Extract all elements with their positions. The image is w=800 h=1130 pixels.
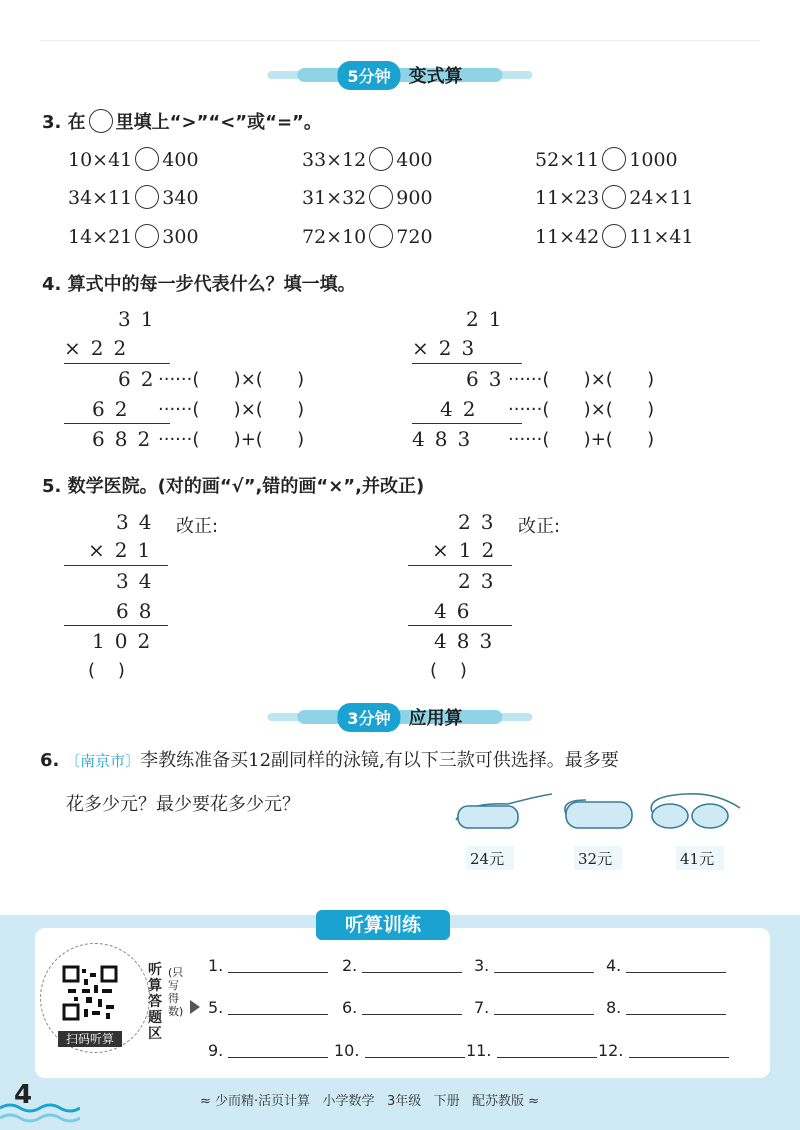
q5-left-judge[interactable]: ( ) bbox=[88, 660, 125, 681]
answer-12: 12. bbox=[598, 1039, 729, 1060]
q4-left-sum: 682 bbox=[92, 427, 161, 451]
q4-right-fill1: ······( )×( ) bbox=[508, 369, 655, 390]
q3-r2c1: 34×11 340 bbox=[68, 187, 199, 209]
q5-right-top: 23 bbox=[458, 510, 504, 534]
section-time: 3分钟 bbox=[337, 703, 400, 732]
goggles-illustration bbox=[448, 790, 748, 835]
q5-left-top: 34 bbox=[116, 510, 162, 534]
q4-right-fill3: ······( )+( ) bbox=[508, 429, 655, 450]
q4-left-mult: ×22 bbox=[64, 336, 137, 360]
q4-left-fill1: ······( )×( ) bbox=[158, 369, 305, 390]
q5-left-sum: 102 bbox=[92, 629, 161, 653]
listening-title: 听算训练 bbox=[316, 910, 450, 940]
section-time: 5分钟 bbox=[337, 61, 400, 90]
q5-right-judge[interactable]: ( ) bbox=[430, 660, 467, 681]
q3-r2c2: 31×32 900 bbox=[302, 187, 433, 209]
qr-label: 扫码听算 bbox=[58, 1031, 122, 1047]
q4-right-mult: ×23 bbox=[412, 336, 485, 360]
answer-4: 4. bbox=[606, 954, 726, 975]
q4-left-fill2: ······( )×( ) bbox=[158, 399, 305, 420]
q4-right-fill2: ······( )×( ) bbox=[508, 399, 655, 420]
q5-title: 5. 数学医院。(对的画“√”,错的画“×”,并改正) bbox=[42, 476, 425, 497]
answer-7: 7. bbox=[474, 996, 594, 1017]
q6-line1: 6. 〔南京市〕李教练准备买12副同样的泳镜,有以下三款可供选择。最多要 bbox=[40, 750, 619, 771]
q5-right-p1: 23 bbox=[458, 569, 504, 593]
q3-r1c3: 52×11 1000 bbox=[535, 149, 678, 171]
q5-left-p2: 68 bbox=[116, 599, 162, 623]
q5-left-correct-label: 改正: bbox=[176, 516, 219, 537]
section-name: 变式算 bbox=[408, 66, 463, 87]
answer-1: 1. bbox=[208, 954, 328, 975]
q4-right-p2: 42 bbox=[440, 397, 486, 421]
q3-r3c2: 72×10 720 bbox=[302, 226, 433, 248]
answer-10: 10. bbox=[334, 1039, 465, 1060]
q3-r3c3: 11×42 11×41 bbox=[535, 226, 694, 248]
q3-r2c3: 11×23 24×11 bbox=[535, 187, 694, 209]
section-header-2 bbox=[337, 704, 462, 730]
q4-right-p1: 63 bbox=[466, 367, 512, 391]
region-tag: 〔南京市〕 bbox=[65, 752, 141, 770]
q4-left-p1: 62 bbox=[118, 367, 164, 391]
answer-11: 11. bbox=[466, 1039, 597, 1060]
answer-area-note: (只写得数) bbox=[168, 966, 184, 1018]
arrow-right-icon bbox=[190, 1000, 200, 1014]
answer-9: 9. bbox=[208, 1039, 328, 1060]
q5-left-mult: ×21 bbox=[88, 538, 161, 562]
q5-right-sum: 483 bbox=[434, 629, 503, 653]
section-name: 应用算 bbox=[408, 708, 463, 729]
footer-text: ≈ 少而精·活页计算 小学数学 3年级 下册 配苏教版 ≈ bbox=[200, 1094, 540, 1109]
price-2: 32元 bbox=[578, 850, 613, 868]
answer-5: 5. bbox=[208, 996, 328, 1017]
answer-area-label: 听算答题区 bbox=[148, 962, 162, 1042]
q6-line2: 花多少元？最少要花多少元？ bbox=[66, 794, 300, 815]
q5-right-p2: 46 bbox=[434, 599, 480, 623]
q3-r1c2: 33×12 400 bbox=[302, 149, 433, 171]
q4-left-p2: 62 bbox=[92, 397, 138, 421]
page-number: 4 bbox=[14, 1080, 33, 1110]
q4-right-sum: 483 bbox=[412, 427, 481, 451]
q3-r3c1: 14×21 300 bbox=[68, 226, 199, 248]
circle-icon bbox=[89, 109, 113, 133]
q5-left-p1: 34 bbox=[116, 569, 162, 593]
price-1: 24元 bbox=[470, 850, 505, 868]
answer-2: 2. bbox=[342, 954, 462, 975]
q4-left-top: 31 bbox=[118, 307, 164, 331]
q5-right-correct-label: 改正: bbox=[518, 516, 561, 537]
section-header-1 bbox=[337, 62, 462, 88]
q3-title: 3. 在 里填上“>”“<”或“=”。 bbox=[42, 108, 322, 134]
price-3: 41元 bbox=[680, 850, 715, 868]
q4-title: 4. 算式中的每一步代表什么？填一填。 bbox=[42, 274, 356, 295]
q4-left-fill3: ······( )+( ) bbox=[158, 429, 305, 450]
q4-right-top: 21 bbox=[466, 307, 512, 331]
q5-right-mult: ×12 bbox=[432, 538, 505, 562]
qr-code-icon bbox=[62, 965, 118, 1021]
answer-8: 8. bbox=[606, 996, 726, 1017]
q3-r1c1: 10×41 400 bbox=[68, 149, 199, 171]
answer-3: 3. bbox=[474, 954, 594, 975]
answer-6: 6. bbox=[342, 996, 462, 1017]
top-rule bbox=[40, 40, 760, 41]
wave-decoration bbox=[0, 1096, 80, 1126]
